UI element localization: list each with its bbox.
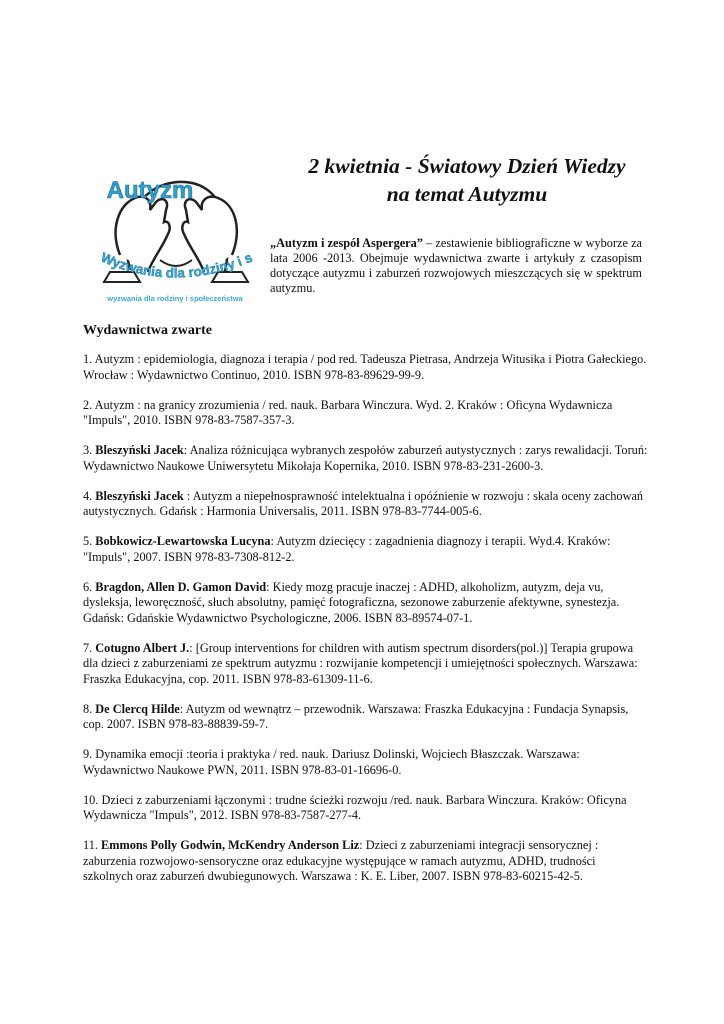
- entry-number: 5.: [83, 534, 96, 548]
- entry-text: : Autyzm a niepełnosprawność intelektualna i opóźnienie w rozwoju : skala oceny zachowań autystycznych. Gdańsk : Harmonia Universalis, 2011. ISBN 978-83-7744-005-6.: [83, 488, 644, 518]
- logo-graphic: [90, 160, 260, 305]
- intro-bold-title: „Autyzm i zespół Aspergera”: [270, 236, 423, 250]
- intro-paragraph: [270, 236, 642, 296]
- autyzm-logo: [90, 160, 260, 305]
- entry-author: Emmons Polly Godwin, McKendry Anderson Liz: [101, 838, 360, 852]
- entry-number: 4.: [83, 488, 96, 503]
- bibliography-entry: [83, 352, 648, 383]
- entry-number: 8.: [83, 701, 96, 716]
- mouth: [160, 260, 192, 266]
- entry-number: 7.: [83, 640, 96, 655]
- entry-number: 3.: [83, 443, 96, 457]
- bibliography-list: [83, 352, 648, 899]
- entry-author: Bobkowicz-Lewartowska Lucyna: [95, 534, 271, 548]
- entry-text: Dzieci z zaburzeniami łączonymi : trudne ścieżki rozwoju /red. nauk. Barbara Winczura. Kraków: Oficyna Wydawnicza "Impuls", 2012. ISBN 978-83-7587-277-4.: [83, 792, 627, 822]
- entry-number: 2.: [83, 397, 95, 412]
- entry-number: 10.: [83, 792, 102, 807]
- entry-text: Dynamika emocji :teoria i praktyka / red. nauk. Dariusz Dolinski, Wojciech Błaszczak. Warszawa: Wydawnictwo Naukowe PWN, 2011. ISBN 978-83-01-16696-0.: [83, 747, 580, 777]
- title-line-2: na temat Autyzmu: [386, 182, 548, 206]
- entry-text: : Autyzm dziecięcy : zagadnienia diagnozy i terapii. Wyd.4. Kraków: "Impuls", 2007. ISBN 978-83-7308-812-2.: [83, 534, 611, 564]
- entry-text: : Autyzm od wewnątrz – przewodnik. Warszawa: Fraszka Edukacyjna : Fundacja Synapsis, cop. 2007. ISBN 978-83-88839-59-7.: [83, 701, 629, 731]
- entry-author: Bleszyński Jacek: [95, 443, 184, 457]
- bibliography-entry: [83, 641, 648, 688]
- entry-text: Autyzm : epidemiologia, diagnoza i terapia / pod red. Tadeusza Pietrasa, Andrzeja Witusika i Piotra Gałeckiego. Wrocław : Wydawnictwo Continuo, 2010. ISBN 978-83-89629-99-9.: [83, 352, 647, 382]
- entry-number: 9.: [83, 747, 96, 761]
- entry-text: : [Group interventions for children with autism spectrum disorders(pol.)] Terapia grupowa dla dzieci z zaburzeniami ze spektrum autyzmu : rozwijanie kompetencji i umiejętności społecznych. Warszawa: Fraszka Edukacyjna, cop. 2011. ISBN 978-83-61309-11-6.: [83, 640, 638, 686]
- entry-number: 11.: [83, 838, 101, 852]
- bibliography-entry: [83, 443, 648, 474]
- entry-number: 6.: [83, 579, 96, 594]
- bibliography-entry: [83, 398, 648, 429]
- entry-text: : Analiza różnicująca wybranych zespołów zaburzeń autystycznych : zarys rewalidacji. Toruń: Wydawnictwo Naukowe Uniwersytetu Mikołaja Kopernika, 2010. ISBN 978-83-231-2600-3.: [83, 443, 648, 473]
- entry-author: De Clercq Hilde: [95, 701, 180, 716]
- bibliography-entry: [83, 747, 648, 778]
- bibliography-entry: [83, 793, 648, 824]
- intro-text: – zestawienie bibliograficzne w wyborze za lata 2006 -2013. Obejmuje wydawnictwa zwarte i artykuły z czasopism dotyczące autyzmu i zaburzeń rozwojowych mieszczących się w spektrum autyzmu.: [270, 236, 642, 295]
- bibliography-entry: [83, 702, 648, 733]
- logo-word: Autyzm: [106, 177, 194, 204]
- page-title: [262, 152, 672, 208]
- entry-author: Bleszyński Jacek: [95, 488, 184, 503]
- entry-number: 1.: [83, 352, 95, 366]
- entry-text: Autyzm : na granicy zrozumienia / red. nauk. Barbara Winczura. Wyd. 2. Kraków : Oficyna Wydawnicza "Impuls", 2010. ISBN 978-83-7587-357-3.: [83, 397, 613, 427]
- section-heading: Wydawnictwa zwarte: [83, 323, 212, 338]
- bibliography-entry: [83, 838, 648, 885]
- title-line-1: 2 kwietnia - Światowy Dzień Wiedzy: [308, 154, 626, 178]
- bibliography-entry: [83, 534, 648, 565]
- entry-author: Cotugno Albert J.: [95, 640, 190, 655]
- logo-arc-text: Wyzwania dla rodziny i s: [98, 249, 255, 281]
- entry-text: : Dzieci z zaburzeniami integracji sensorycznej : zaburzenia rozwojowo-sensoryczne oraz edukacyjne występujące w ramach autyzmu, ADHD, trudności szkolnych oraz zaburzeń dwubiegunowych. Warszawa : K. E. Liber, 2007. ISBN 978-83-60215-42-5.: [83, 838, 599, 883]
- bibliography-entry: [83, 580, 648, 627]
- entry-text: : Kiedy mozg pracuje inaczej : ADHD, alkoholizm, autyzm, deja vu, dysleksja, leworęczność, słuch absolutny, pamięć fotograficzna, sezonowe zaburzenie afektywne, synestezja. Gdańsk: Gdańskie Wydawnictwo Psychologiczne, 2006. ISBN 83-89574-07-1.: [83, 579, 620, 625]
- bibliography-entry: [83, 489, 648, 520]
- entry-author: Bragdon, Allen D. Gamon David: [95, 579, 267, 594]
- logo-subcaption: wyzwania dla rodziny i społeczeństwa: [107, 294, 243, 303]
